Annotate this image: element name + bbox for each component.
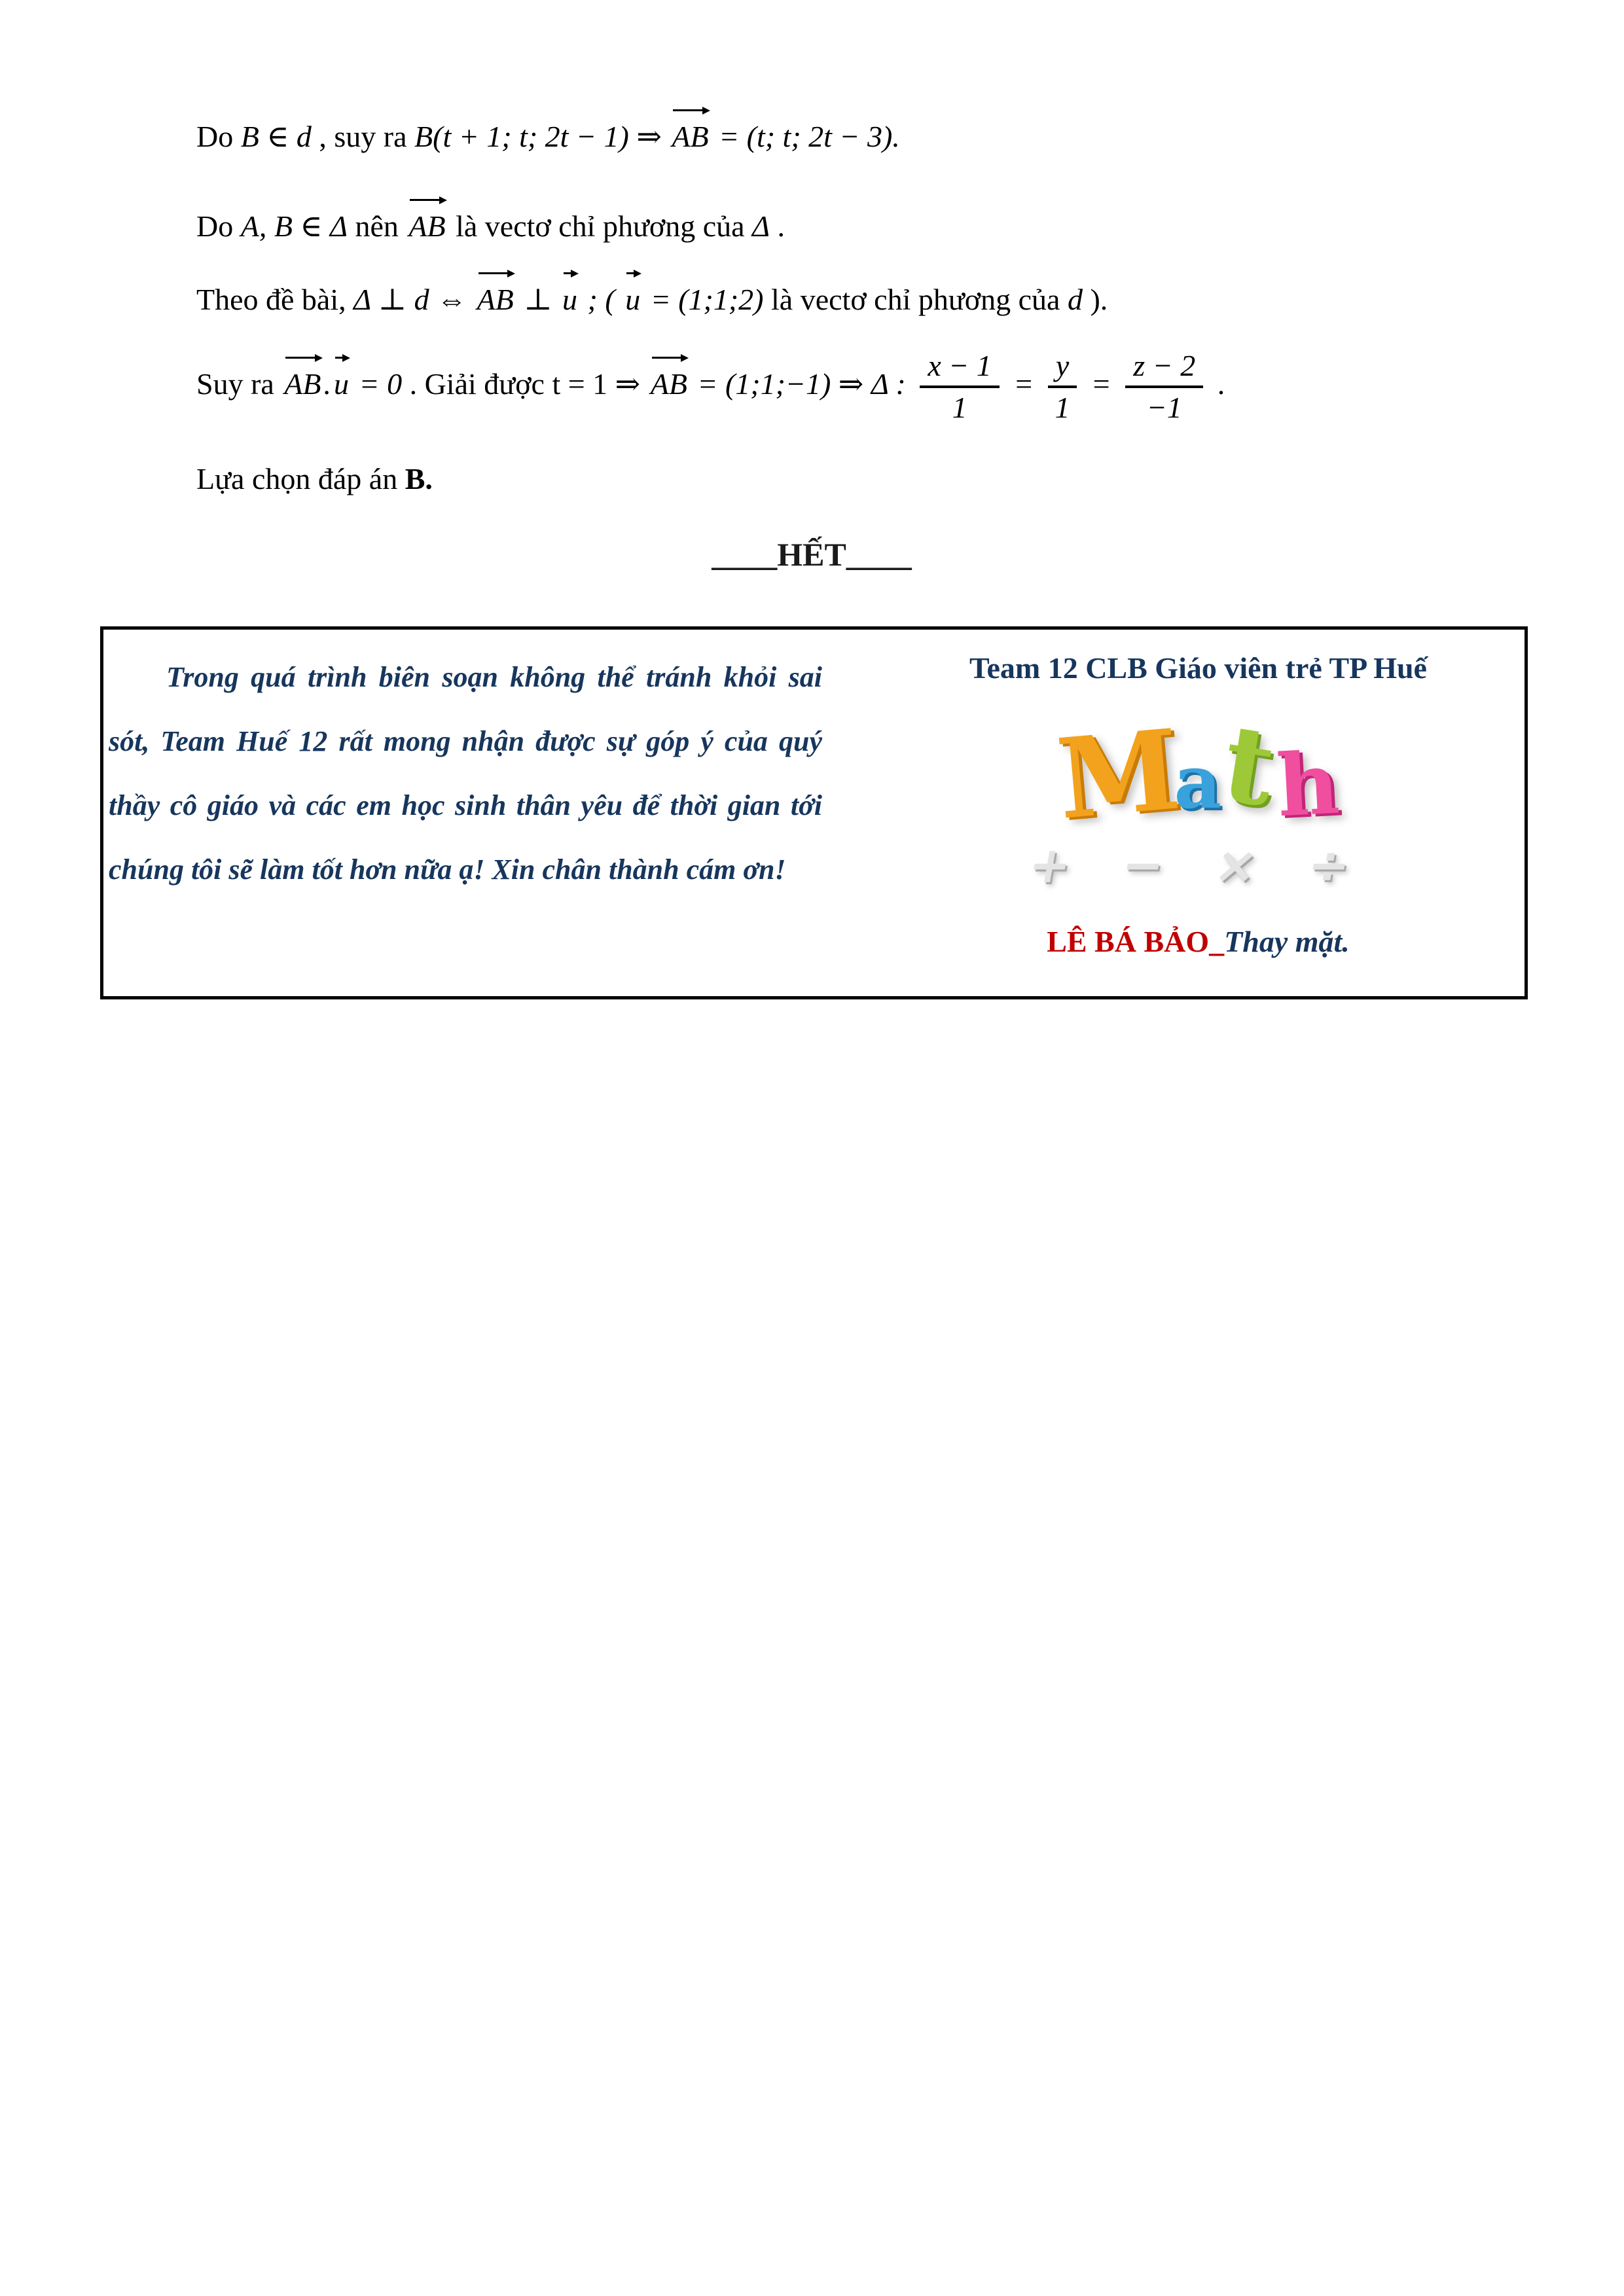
math-run: ; ( [580, 283, 623, 316]
dot-operator: . [323, 367, 332, 401]
vector-u [334, 367, 349, 401]
fraction-denominator: 1 [1055, 391, 1070, 425]
text-run: là vectơ chỉ phương của [763, 283, 1068, 316]
solution-line-5 [196, 461, 1499, 496]
vector-label: AB [672, 120, 709, 153]
text-run: . [1210, 367, 1225, 401]
vector-label: AB [477, 283, 514, 316]
text-run: Lựa chọn đáp án [196, 462, 405, 495]
fraction-numerator: z − 2 [1125, 350, 1203, 388]
math-run: = 0 [352, 367, 403, 401]
signature-role: Thay mặt. [1224, 925, 1350, 958]
solution-line-4 [196, 350, 1499, 424]
vector-arrow-icon [626, 272, 634, 274]
vector-label: AB [284, 367, 321, 401]
vector-label: AB [650, 367, 687, 401]
equals-symbol: = [1005, 367, 1041, 401]
footer-box [100, 626, 1528, 999]
vector-AB [408, 209, 445, 243]
vector-AB [477, 282, 514, 317]
solution-line-1 [196, 118, 1499, 154]
math-run: = (t; t; 2t − 3). [711, 120, 900, 153]
vector-u [562, 282, 577, 317]
math-logo-letters [889, 700, 1507, 844]
math-logo [889, 700, 1507, 894]
text-run: , suy ra [311, 120, 415, 153]
logo-letter-t: t [1215, 700, 1283, 831]
answer-choice: B. [405, 462, 433, 495]
vector-AB [651, 367, 687, 401]
vector-AB [672, 119, 708, 154]
fraction-denominator: −1 [1146, 391, 1182, 425]
logo-letter-M: M [1052, 704, 1185, 844]
text-run: Do [196, 209, 241, 243]
vector-arrow-icon [335, 357, 343, 359]
team-column [889, 651, 1507, 989]
text-run: Suy ra [196, 367, 282, 401]
math-run: B ∈ d [240, 120, 312, 153]
vector-arrow-icon [410, 199, 439, 201]
vector-u [625, 282, 640, 317]
math-run: Δ [752, 209, 770, 243]
math-run: t = 1 ⇒ [552, 367, 648, 401]
signature-name: LÊ BÁ BẢO_ [1047, 925, 1225, 958]
solution-line-3 [196, 281, 1499, 317]
text-run: là vectơ chỉ phương của [448, 209, 753, 243]
text-run: . Giải được [402, 367, 552, 401]
team-title: Team 12 CLB Giáo viên trẻ TP Huế [969, 651, 1427, 685]
math-run: = (1;1;2) [643, 283, 764, 316]
math-run: Δ ⊥ d ⇔ [353, 283, 475, 316]
vector-arrow-icon [673, 109, 702, 111]
vector-label: u [334, 367, 350, 401]
math-run: B(t + 1; t; 2t − 1) [414, 120, 637, 153]
signature [889, 924, 1507, 959]
vector-label: AB [408, 209, 446, 243]
end-separator: ____HẾT____ [712, 536, 912, 573]
logo-letter-h: h [1274, 732, 1342, 836]
fraction-y [1048, 350, 1077, 424]
fraction-x [920, 350, 999, 424]
text-run: nên [347, 209, 406, 243]
implies-symbol: ⇒ [636, 120, 670, 153]
vector-label: u [562, 283, 578, 316]
text-run: Theo đề bài, [196, 283, 354, 316]
vector-arrow-icon [652, 357, 681, 359]
logo-letter-a: a [1174, 740, 1222, 825]
fraction-numerator: y [1048, 350, 1077, 388]
math-run: = (1;1;−1) ⇒ Δ : [689, 367, 914, 401]
fraction-z [1125, 350, 1203, 424]
fraction-numerator: x − 1 [920, 350, 999, 388]
text-run: Do [196, 120, 241, 153]
equals-symbol: = [1083, 367, 1119, 401]
math-operators-icon: + − × ÷ [1024, 836, 1373, 894]
solution-line-2 [196, 208, 1499, 243]
vector-arrow-icon [285, 357, 315, 359]
vector-label: u [625, 283, 641, 316]
text-run: . [770, 209, 785, 243]
fraction-denominator: 1 [952, 391, 967, 425]
editor-note: Trong quá trình biên soạn không thể tránh khỏi sai sót, Team Huế 12 rất mong nhận được sự góp ý của quý thầy cô giáo và các em học sinh thân yêu để thời gian tới chúng tôi sẽ làm tốt hơn nữa ạ! Xin chân thành cám ơn! [109, 661, 822, 886]
text-run: ). [1082, 283, 1108, 316]
math-run: d [1067, 283, 1083, 316]
vector-AB [284, 367, 321, 401]
vector-arrow-icon [478, 272, 508, 274]
vector-arrow-icon [564, 272, 571, 274]
math-run: A, B ∈ Δ [240, 209, 348, 243]
perpendicular-symbol: ⊥ [516, 283, 560, 316]
